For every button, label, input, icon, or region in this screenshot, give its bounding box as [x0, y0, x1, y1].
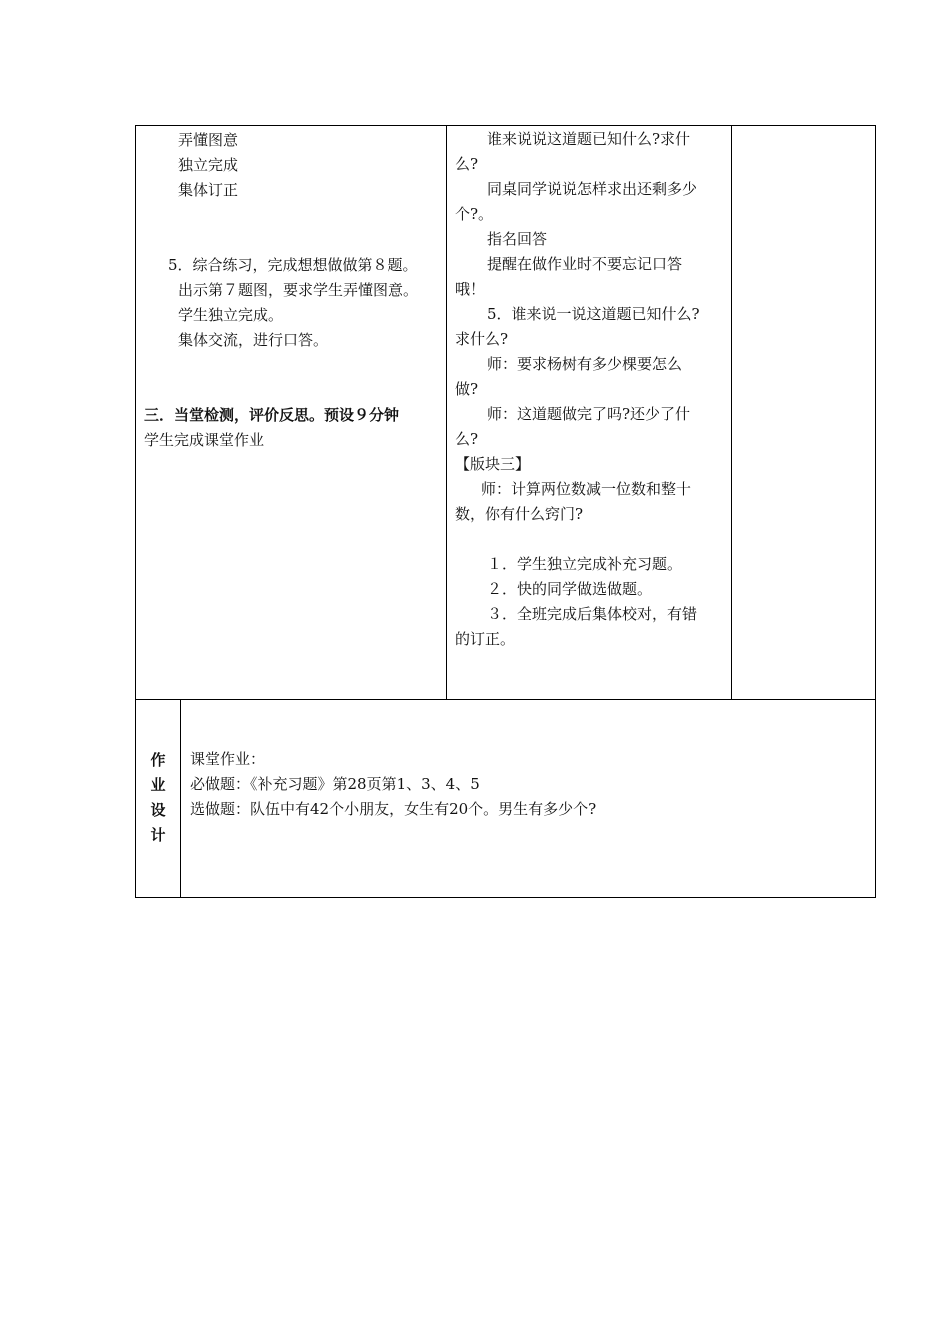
list-item: 的订正。 [455, 630, 516, 648]
mid-line: 谁来说说这道题已知什么?求什 [487, 130, 691, 148]
left-line: 集体交流，进行口答。 [178, 331, 329, 349]
mid-line: 个?。 [455, 205, 494, 223]
mid-line: 同桌同学说说怎样求出还剩多少 [487, 180, 698, 198]
lesson-plan-table [135, 125, 876, 898]
homework-title: 课堂作业： [190, 750, 266, 768]
label-char: 设 [150, 801, 166, 819]
mid-line: 提醒在做作业时不要忘记口答 [487, 255, 683, 273]
mid-line: 师：计算两位数减一位数和整十 [481, 480, 692, 498]
list-item: １．学生独立完成补充习题。 [487, 555, 683, 573]
label-char: 业 [150, 776, 166, 794]
mid-line: 5．谁来说一说这道题已知什么? [487, 305, 700, 323]
left-line: 弄懂图意 [178, 131, 239, 149]
mid-line: 做? [455, 380, 479, 398]
column-divider-2 [731, 126, 732, 699]
section-3-text: 学生完成课堂作业 [144, 431, 265, 449]
mid-line: 么? [455, 155, 479, 173]
left-line: 学生独立完成。 [178, 306, 284, 324]
label-char: 作 [150, 751, 166, 769]
mid-line: 哦！ [455, 280, 486, 298]
teacher-activity-column [447, 126, 731, 652]
mid-line: 求什么? [455, 330, 509, 348]
mid-line: 师：要求杨树有多少棵要怎么 [487, 355, 683, 373]
homework-label [136, 699, 181, 897]
left-line: 出示第７题图，要求学生弄懂图意。 [178, 281, 419, 299]
student-activity-column [136, 126, 446, 453]
section-3-title: 三．当堂检测，评价反思。预设９分钟 [144, 406, 400, 424]
mid-line: 师：这道题做完了吗?还少了什 [487, 405, 691, 423]
block-3-heading: 【版块三】 [455, 455, 531, 473]
homework-row [136, 699, 875, 897]
homework-optional: 选做题：队伍中有42个小朋友，女生有20个。男生有多少个? [190, 800, 597, 818]
mid-line: 指名回答 [487, 230, 548, 248]
homework-required: 必做题：《补充习题》第28页第1、3、4、5 [190, 775, 480, 793]
list-item: ２．快的同学做选做题。 [487, 580, 653, 598]
list-item: ３．全班完成后集体校对，有错 [487, 605, 698, 623]
activity-row [136, 126, 875, 700]
left-line: 集体订正 [178, 181, 239, 199]
homework-content [190, 747, 596, 822]
exercise-5-heading: 5．综合练习，完成想想做做第８题。 [168, 256, 418, 274]
mid-line: 数，你有什么窍门? [455, 505, 584, 523]
label-char: 计 [150, 826, 166, 844]
mid-line: 么? [455, 430, 479, 448]
left-line: 独立完成 [178, 156, 239, 174]
